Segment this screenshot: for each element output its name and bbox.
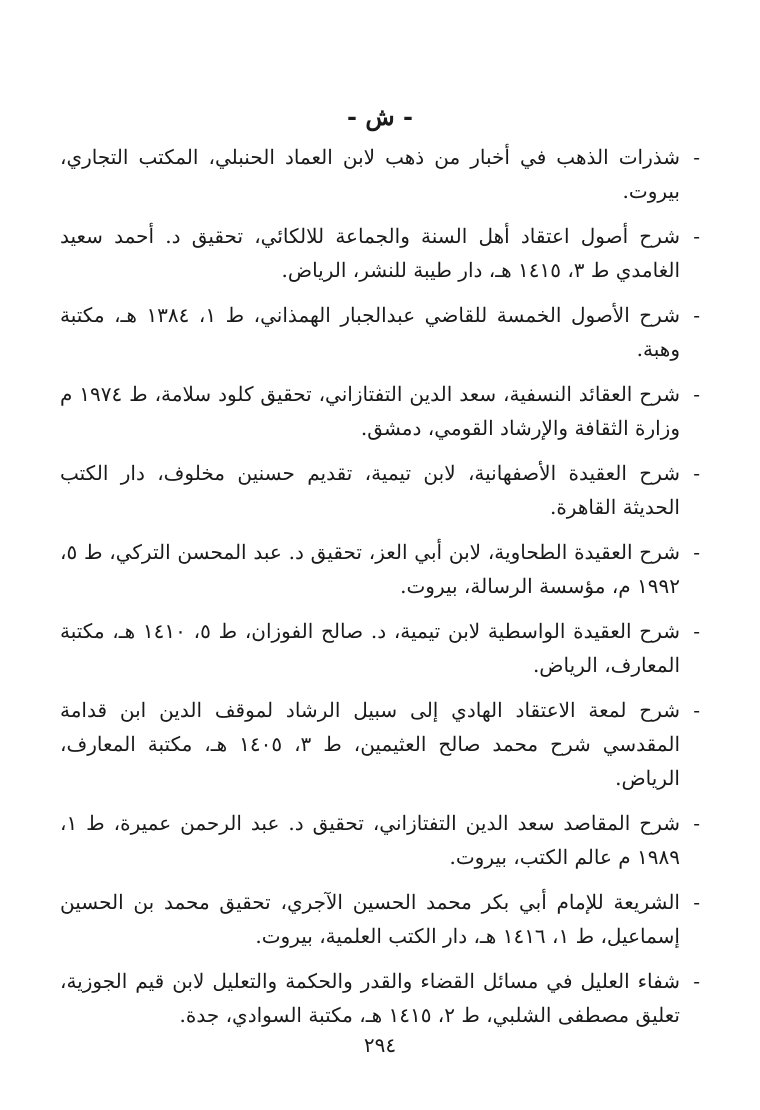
entry-marker: - — [693, 303, 700, 327]
bibliography-entry — [60, 456, 700, 524]
bibliography-entry — [60, 693, 700, 795]
bibliography-entry — [60, 964, 700, 1032]
bibliography-entry — [60, 535, 700, 603]
entry-marker: - — [693, 619, 700, 643]
entry-text: شرح العقائد النسفية، سعد الدين التفتازاني، تحقيق كلود سلامة، ط ١٩٧٤ م وزارة الثقافة والإرشاد القومي، دمشق. — [60, 382, 680, 440]
entry-text: شذرات الذهب في أخبار من ذهب لابن العماد الحنبلي، المكتب التجاري، بيروت. — [60, 145, 680, 203]
entry-text: شرح أصول اعتقاد أهل السنة والجماعة للالكائي، تحقيق د. أحمد سعيد الغامدي ط ٣، ١٤١٥ هـ، دار طيبة للنشر، الرياض. — [60, 224, 680, 282]
section-heading: - ش - — [347, 102, 413, 131]
bibliography-entry — [60, 377, 700, 445]
entry-marker: - — [693, 811, 700, 835]
entry-marker: - — [693, 540, 700, 564]
entry-text: شرح العقيدة الطحاوية، لابن أبي العز، تحقيق د. عبد المحسن التركي، ط ٥، ١٩٩٢ م، مؤسسة الرسالة، بيروت. — [60, 540, 680, 598]
entry-marker: - — [693, 382, 700, 406]
bibliography-entry — [60, 806, 700, 874]
entry-text: الشريعة للإمام أبي بكر محمد الحسين الآجري، تحقيق محمد بن الحسين إسماعيل، ط ١، ١٤١٦ هـ، دار الكتب العلمية، بيروت. — [60, 890, 680, 948]
bibliography-entry — [60, 885, 700, 953]
entry-text: شرح العقيدة الواسطية لابن تيمية، د. صالح الفوزان، ط ٥، ١٤١٠ هـ، مكتبة المعارف، الرياض. — [60, 619, 680, 677]
bibliography-entry — [60, 614, 700, 682]
entry-text: شرح لمعة الاعتقاد الهادي إلى سبيل الرشاد لموقف الدين ابن قدامة المقدسي شرح محمد صالح العثيمين، ط ٣، ١٤٠٥ هـ، مكتبة المعارف، الرياض. — [60, 698, 681, 790]
entry-marker: - — [693, 969, 700, 993]
entry-marker: - — [693, 698, 700, 722]
entry-marker: - — [693, 145, 700, 169]
entry-text: شرح المقاصد سعد الدين التفتازاني، تحقيق د. عبد الرحمن عميرة، ط ١، ١٩٨٩ م عالم الكتب، بيروت. — [60, 811, 680, 869]
entry-marker: - — [693, 461, 700, 485]
entry-marker: - — [693, 224, 700, 248]
bibliography-entry — [60, 140, 700, 208]
bibliography-list — [60, 140, 700, 1043]
page-number: ٢٩٤ — [363, 1033, 397, 1057]
entry-text: شرح العقيدة الأصفهانية، لابن تيمية، تقديم حسنين مخلوف، دار الكتب الحديثة القاهرة. — [60, 461, 680, 519]
entry-text: شرح الأصول الخمسة للقاضي عبدالجبار الهمذاني، ط ١، ١٣٨٤ هـ، مكتبة وهبة. — [60, 303, 680, 361]
entry-marker: - — [693, 890, 700, 914]
bibliography-entry — [60, 219, 700, 287]
entry-text: شفاء العليل في مسائل القضاء والقدر والحكمة والتعليل لابن قيم الجوزية، تعليق مصطفى الشلبي، ط ٢، ١٤١٥ هـ، مكتبة السوادي، جدة. — [60, 969, 680, 1027]
book-page — [60, 0, 700, 1110]
bibliography-entry — [60, 298, 700, 366]
